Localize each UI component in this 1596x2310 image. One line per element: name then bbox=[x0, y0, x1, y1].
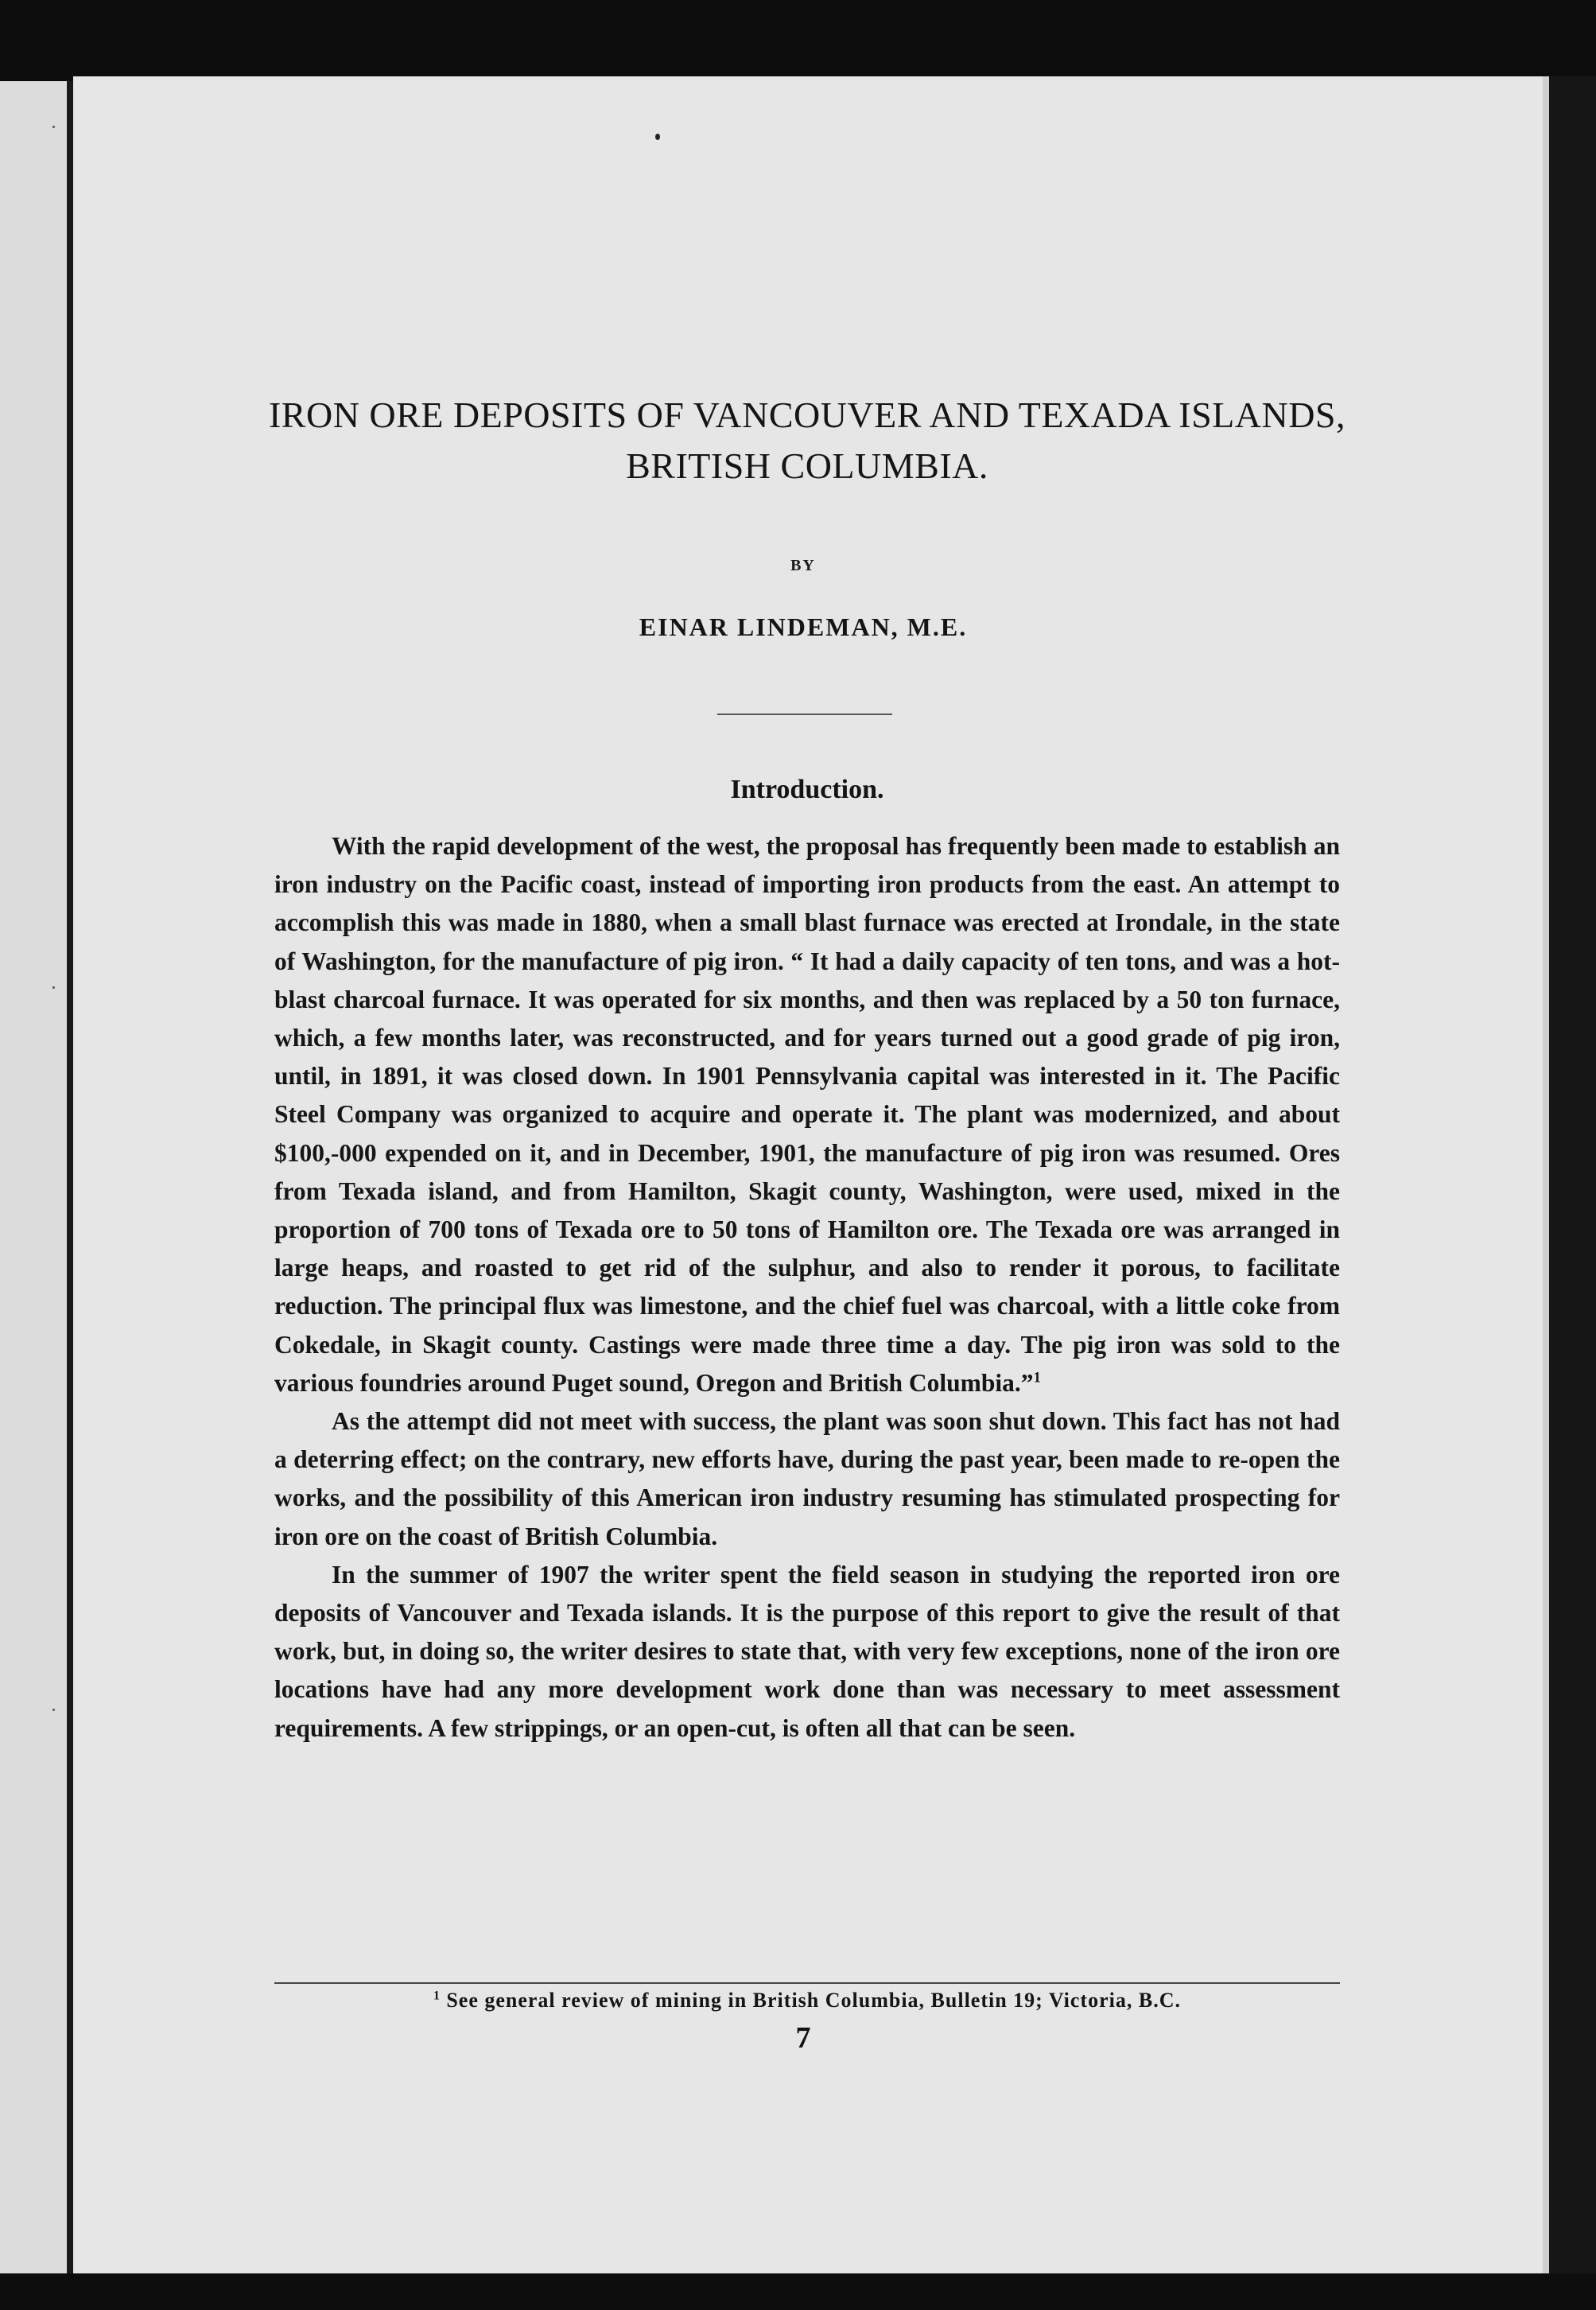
page-gutter bbox=[67, 81, 73, 2277]
paragraph: In the summer of 1907 the writer spent the field season in studying the reported iron ore deposits of Vancouver and Texada islands. It is the purpose of this report to give the result of that work, but, in doing so, the writer desires to state that, with very few exceptions, none of the iron ore locations have had any more development work done than was necessary to meet assessment requirements. A few strippings, or an open-cut, is often all that can be seen. bbox=[274, 1560, 1340, 1742]
paragraph-text: With the rapid development of the west, the proposal has frequently been made to establish an iron industry on the Pacific coast, instead of importing iron products from the east. An attempt to accomplish this was made in 1880, when a small blast furnace was erected at Irondale, in the state of Washington, for the manufacture of pig iron. “ It had a daily capacity of ten tons, and was a hot-blast charcoal furnace. It was operated for six months, and then was replaced by a 50 ton furnace, which, a few months later, was reconstructed, and for years turned out a good grade of pig iron, until, in 1891, it was closed down. In 1901 Pennsylvania capital was interested in it. The Pacific Steel Company was organized to acquire and operate it. The plant was modernized, and about $100,-000 expended on it, and in December, 1901, the manufacture of pig iron was resumed. Ores from Texada island, and from Hamilton, Skagit county, Washington, were used, mixed in the proportion of 700 tons of Texada ore to 50 tons of Hamilton ore. The Texada ore was arranged in large heaps, and roasted to get rid of the sulphur, and also to render it porous, to facilitate reduction. The principal flux was limestone, and the chief fuel was charcoal, with a little coke from Cokedale, in Skagit county. Castings were made three time a day. The pig iron was sold to the various foundries around Puget sound, Oregon and British Columbia.” bbox=[274, 832, 1340, 1397]
byline-label: BY bbox=[790, 557, 816, 574]
paragraph: As the attempt did not meet with success, the plant was soon shut down. This fact has not had a deterring effect; on the contrary, new efforts have, during the past year, been made to re-open the works, and the possibility of this American iron industry resuming has stimulated prospecting for iron ore on the coast of British Columbia. bbox=[274, 1407, 1340, 1550]
section-heading: Introduction. bbox=[730, 775, 884, 804]
page-right-edge bbox=[1543, 76, 1549, 2277]
scan-border-bottom bbox=[0, 2273, 1596, 2310]
footnote-divider bbox=[274, 1982, 1340, 1984]
footnote-marker: 1 bbox=[433, 1989, 441, 2003]
gutter-mark bbox=[52, 126, 55, 128]
footnote-reference: 1 bbox=[1033, 1369, 1041, 1386]
paragraph bbox=[274, 827, 1340, 1402]
stray-ink-mark bbox=[655, 134, 660, 140]
footnote-text: See general review of mining in British Columbia, Bulletin 19; Victoria, B.C. bbox=[446, 1989, 1181, 2012]
scan-border-right bbox=[1543, 76, 1596, 2277]
author-name: EINAR LINDEMAN, M.E. bbox=[639, 612, 968, 641]
body-text bbox=[274, 827, 1340, 1748]
scan-border-top bbox=[0, 0, 1596, 80]
gutter-mark bbox=[52, 986, 55, 989]
title-divider bbox=[717, 714, 892, 715]
article-title: IRON ORE DEPOSITS OF VANCOUVER AND TEXADA ISLANDS, BRITISH COLUMBIA. bbox=[268, 395, 1346, 486]
footnote bbox=[274, 1989, 1340, 2012]
page-number: 7 bbox=[795, 2021, 811, 2055]
gutter-mark bbox=[52, 1709, 55, 1711]
facing-page-strip bbox=[0, 81, 68, 2277]
